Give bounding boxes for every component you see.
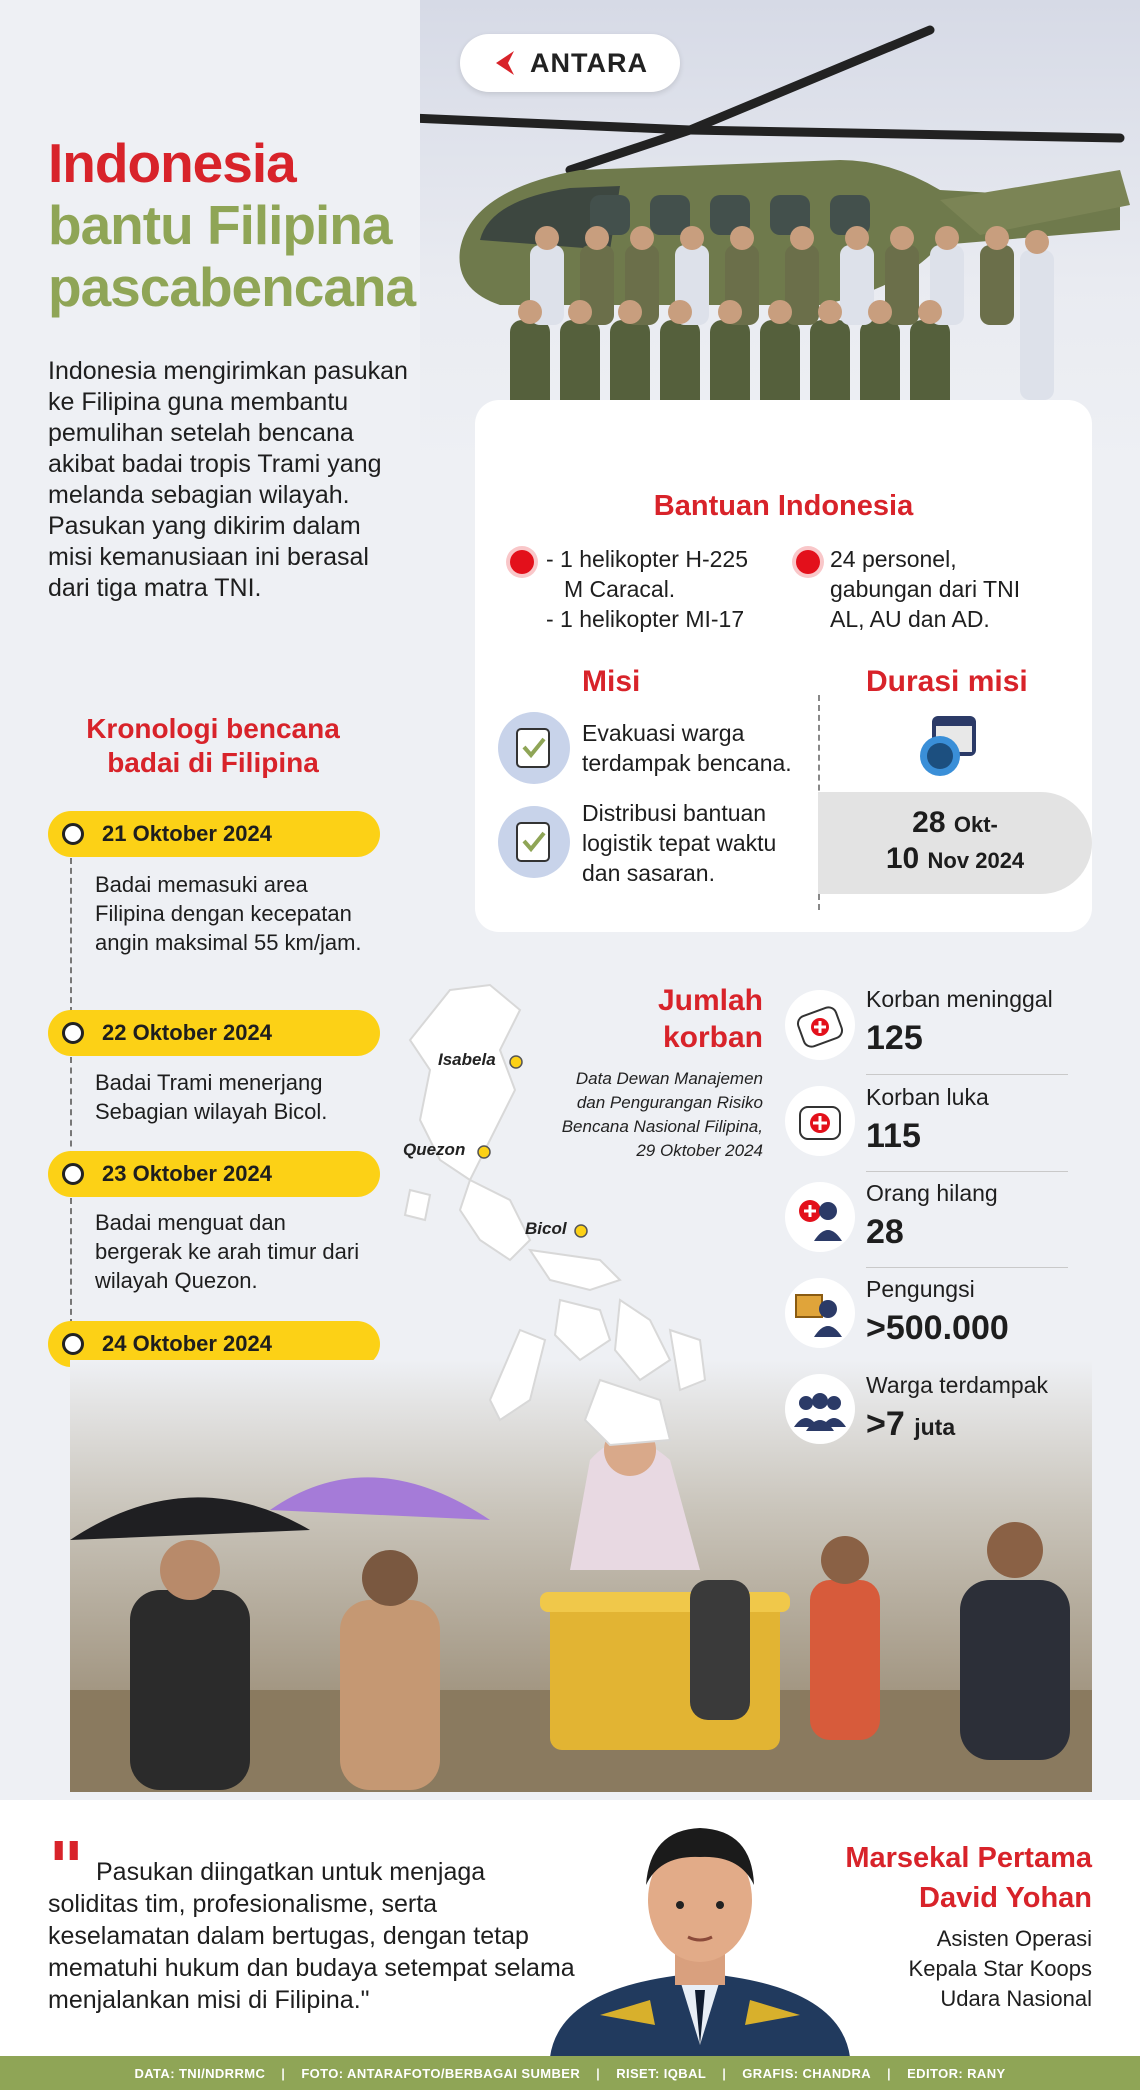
casualties-heading xyxy=(618,982,763,1056)
stat-value: 28 xyxy=(866,1213,904,1251)
map-label-quezon: Quezon xyxy=(403,1140,466,1159)
stat-label: Korban meninggal xyxy=(866,986,1053,1012)
calendar-clock-icon xyxy=(912,708,984,785)
timeline-date-pill xyxy=(48,1151,380,1197)
speaker-role xyxy=(770,1924,1092,2014)
aid-line: 24 personel, xyxy=(830,546,957,572)
timeline-date-pill xyxy=(48,811,380,857)
mission-item-distribution: Distribusi bantuan logistik tepat waktu dan sasaran. xyxy=(582,800,777,886)
timeline-text: Badai menguat dan bergerak ke arah timur dari wilayah Quezon. xyxy=(95,1210,360,1293)
credit-editor: EDITOR: RANY xyxy=(907,2065,1006,2081)
footer-separator: | xyxy=(596,2065,601,2081)
footer-separator: | xyxy=(887,2065,892,2081)
missing-person-icon xyxy=(785,1182,855,1252)
timeline-date: 23 Oktober 2024 xyxy=(102,1161,272,1186)
credit-graphics: GRAFIS: CHANDRA xyxy=(742,2065,872,2081)
timeline-marker-icon xyxy=(62,823,84,845)
credit-data: DATA: TNI/NDRRMC xyxy=(134,2065,266,2081)
map-label-bicol: Bicol xyxy=(525,1219,567,1238)
aid-line: M Caracal. xyxy=(564,576,676,602)
aid-item-personnel xyxy=(830,544,1020,634)
timeline-line xyxy=(70,1198,72,1325)
aid-line: gabungan dari TNI xyxy=(830,576,1021,602)
credit-photo: FOTO: ANTARAFOTO/BERBAGAI SUMBER xyxy=(301,2065,581,2081)
duration-end-day: 10 xyxy=(885,842,920,875)
duration-heading: Durasi misi xyxy=(866,665,1028,698)
quote-icon: " xyxy=(48,1826,85,1909)
aid-line: - 1 helikopter MI-17 xyxy=(546,606,745,632)
refugee-icon xyxy=(785,1278,855,1348)
casualties-heading-line-1: Jumlah xyxy=(657,984,763,1017)
stat-value: >500.000 xyxy=(866,1309,1009,1347)
duration-start-month: Okt- xyxy=(953,812,998,837)
stat-label: Warga terdampak xyxy=(866,1372,1048,1398)
stat-label: Orang hilang xyxy=(866,1180,998,1206)
timeline-text: Badai Trami menerjang Sebagian wilayah Bicol. xyxy=(95,1070,328,1124)
timeline-date: 21 Oktober 2024 xyxy=(102,821,272,846)
mission-heading: Misi xyxy=(582,665,641,698)
stat-label: Korban luka xyxy=(866,1084,989,1110)
credits-footer xyxy=(0,2056,1140,2090)
timeline-marker-icon xyxy=(62,1333,84,1355)
footer-separator: | xyxy=(281,2065,286,2081)
intro-paragraph: Indonesia mengirimkan pasukan ke Filipina guna membantu pemulihan setelah bencana akibat badai tropis Trami yang melanda sebagian wilayah. Pasukan yang dikirim dalam misi kemanusiaan ini berasal dari tiga matra TNI. xyxy=(48,357,408,602)
checklist-icon xyxy=(498,712,570,784)
stat-value: 115 xyxy=(866,1117,921,1155)
divider xyxy=(866,1074,1068,1075)
antara-logo-icon xyxy=(492,47,524,79)
credit-research: RISET: IQBAL xyxy=(616,2065,707,2081)
first-aid-bag-icon xyxy=(785,990,855,1060)
aid-item-helicopters xyxy=(546,544,748,634)
aid-line: AL, AU dan AD. xyxy=(830,606,990,632)
title-line-1: Indonesia xyxy=(48,132,296,194)
timeline-marker-icon xyxy=(62,1022,84,1044)
stat-value xyxy=(866,1404,955,1447)
chronology-heading-line-2: badai di Filipina xyxy=(107,747,319,778)
speaker-role-line-3: Udara Nasional xyxy=(940,1986,1092,2011)
duration-start-day: 28 xyxy=(912,806,946,839)
timeline-date: 24 Oktober 2024 xyxy=(102,1331,272,1356)
aid-bullet-icon xyxy=(510,550,534,574)
timeline-line xyxy=(70,858,72,1013)
checklist-icon xyxy=(498,806,570,878)
speaker-role-line-1: Asisten Operasi xyxy=(936,1926,1092,1951)
map-label-isabela: Isabela xyxy=(438,1050,496,1069)
timeline-line xyxy=(70,1057,72,1157)
divider xyxy=(866,1267,1068,1268)
speaker-name-line-2: David Yohan xyxy=(919,1882,1092,1914)
casualties-source: Data Dewan Manajemen dan Pengurangan Risiko Bencana Nasional Filipina, 29 Oktober 2024 xyxy=(561,1069,763,1160)
title-line-2: bantu Filipina xyxy=(48,194,392,256)
page-title xyxy=(48,132,415,318)
chronology-heading-line-1: Kronologi bencana xyxy=(86,713,340,744)
antara-logo xyxy=(460,34,680,92)
duration-end-month: Nov 2024 xyxy=(927,848,1025,873)
timeline-marker-icon xyxy=(62,1163,84,1185)
chronology-heading xyxy=(48,712,378,780)
mission-item-evacuation: Evakuasi warga terdampak bencana. xyxy=(582,720,792,776)
timeline-date-pill xyxy=(48,1010,380,1056)
quote-text: Pasukan diingatkan untuk menjaga soliditas tim, profesionalisme, serta keselamatan dalam bertugas, dengan tetap mematuhi hukum dan budaya setempat selama menjalankan misi di Filipina." xyxy=(48,1858,575,2014)
logo-text: ANTARA xyxy=(530,47,648,78)
stat-label: Pengungsi xyxy=(866,1276,975,1302)
stat-value: 125 xyxy=(866,1019,923,1057)
speaker-role-line-2: Kepala Star Koops xyxy=(908,1956,1092,1981)
aid-line: - 1 helikopter H-225 xyxy=(546,546,748,572)
casualties-heading-line-2: korban xyxy=(662,1021,763,1054)
group-icon xyxy=(785,1374,855,1444)
aid-bullet-icon xyxy=(796,550,820,574)
footer-separator: | xyxy=(722,2065,727,2081)
speaker-name xyxy=(770,1838,1092,1918)
stat-value-unit: juta xyxy=(914,1414,956,1440)
speaker-name-line-1: Marsekal Pertama xyxy=(845,1842,1092,1874)
title-line-3: pascabencana xyxy=(48,256,416,318)
aid-heading: Bantuan Indonesia xyxy=(653,490,914,522)
divider xyxy=(866,1171,1068,1172)
stat-value-number: >7 xyxy=(866,1405,905,1443)
medical-kit-icon xyxy=(785,1086,855,1156)
duration-pill xyxy=(818,792,1092,894)
timeline-text: Badai memasuki area Filipina dengan kecepatan angin maksimal 55 km/jam. xyxy=(95,872,362,955)
timeline-date: 22 Oktober 2024 xyxy=(102,1020,272,1045)
